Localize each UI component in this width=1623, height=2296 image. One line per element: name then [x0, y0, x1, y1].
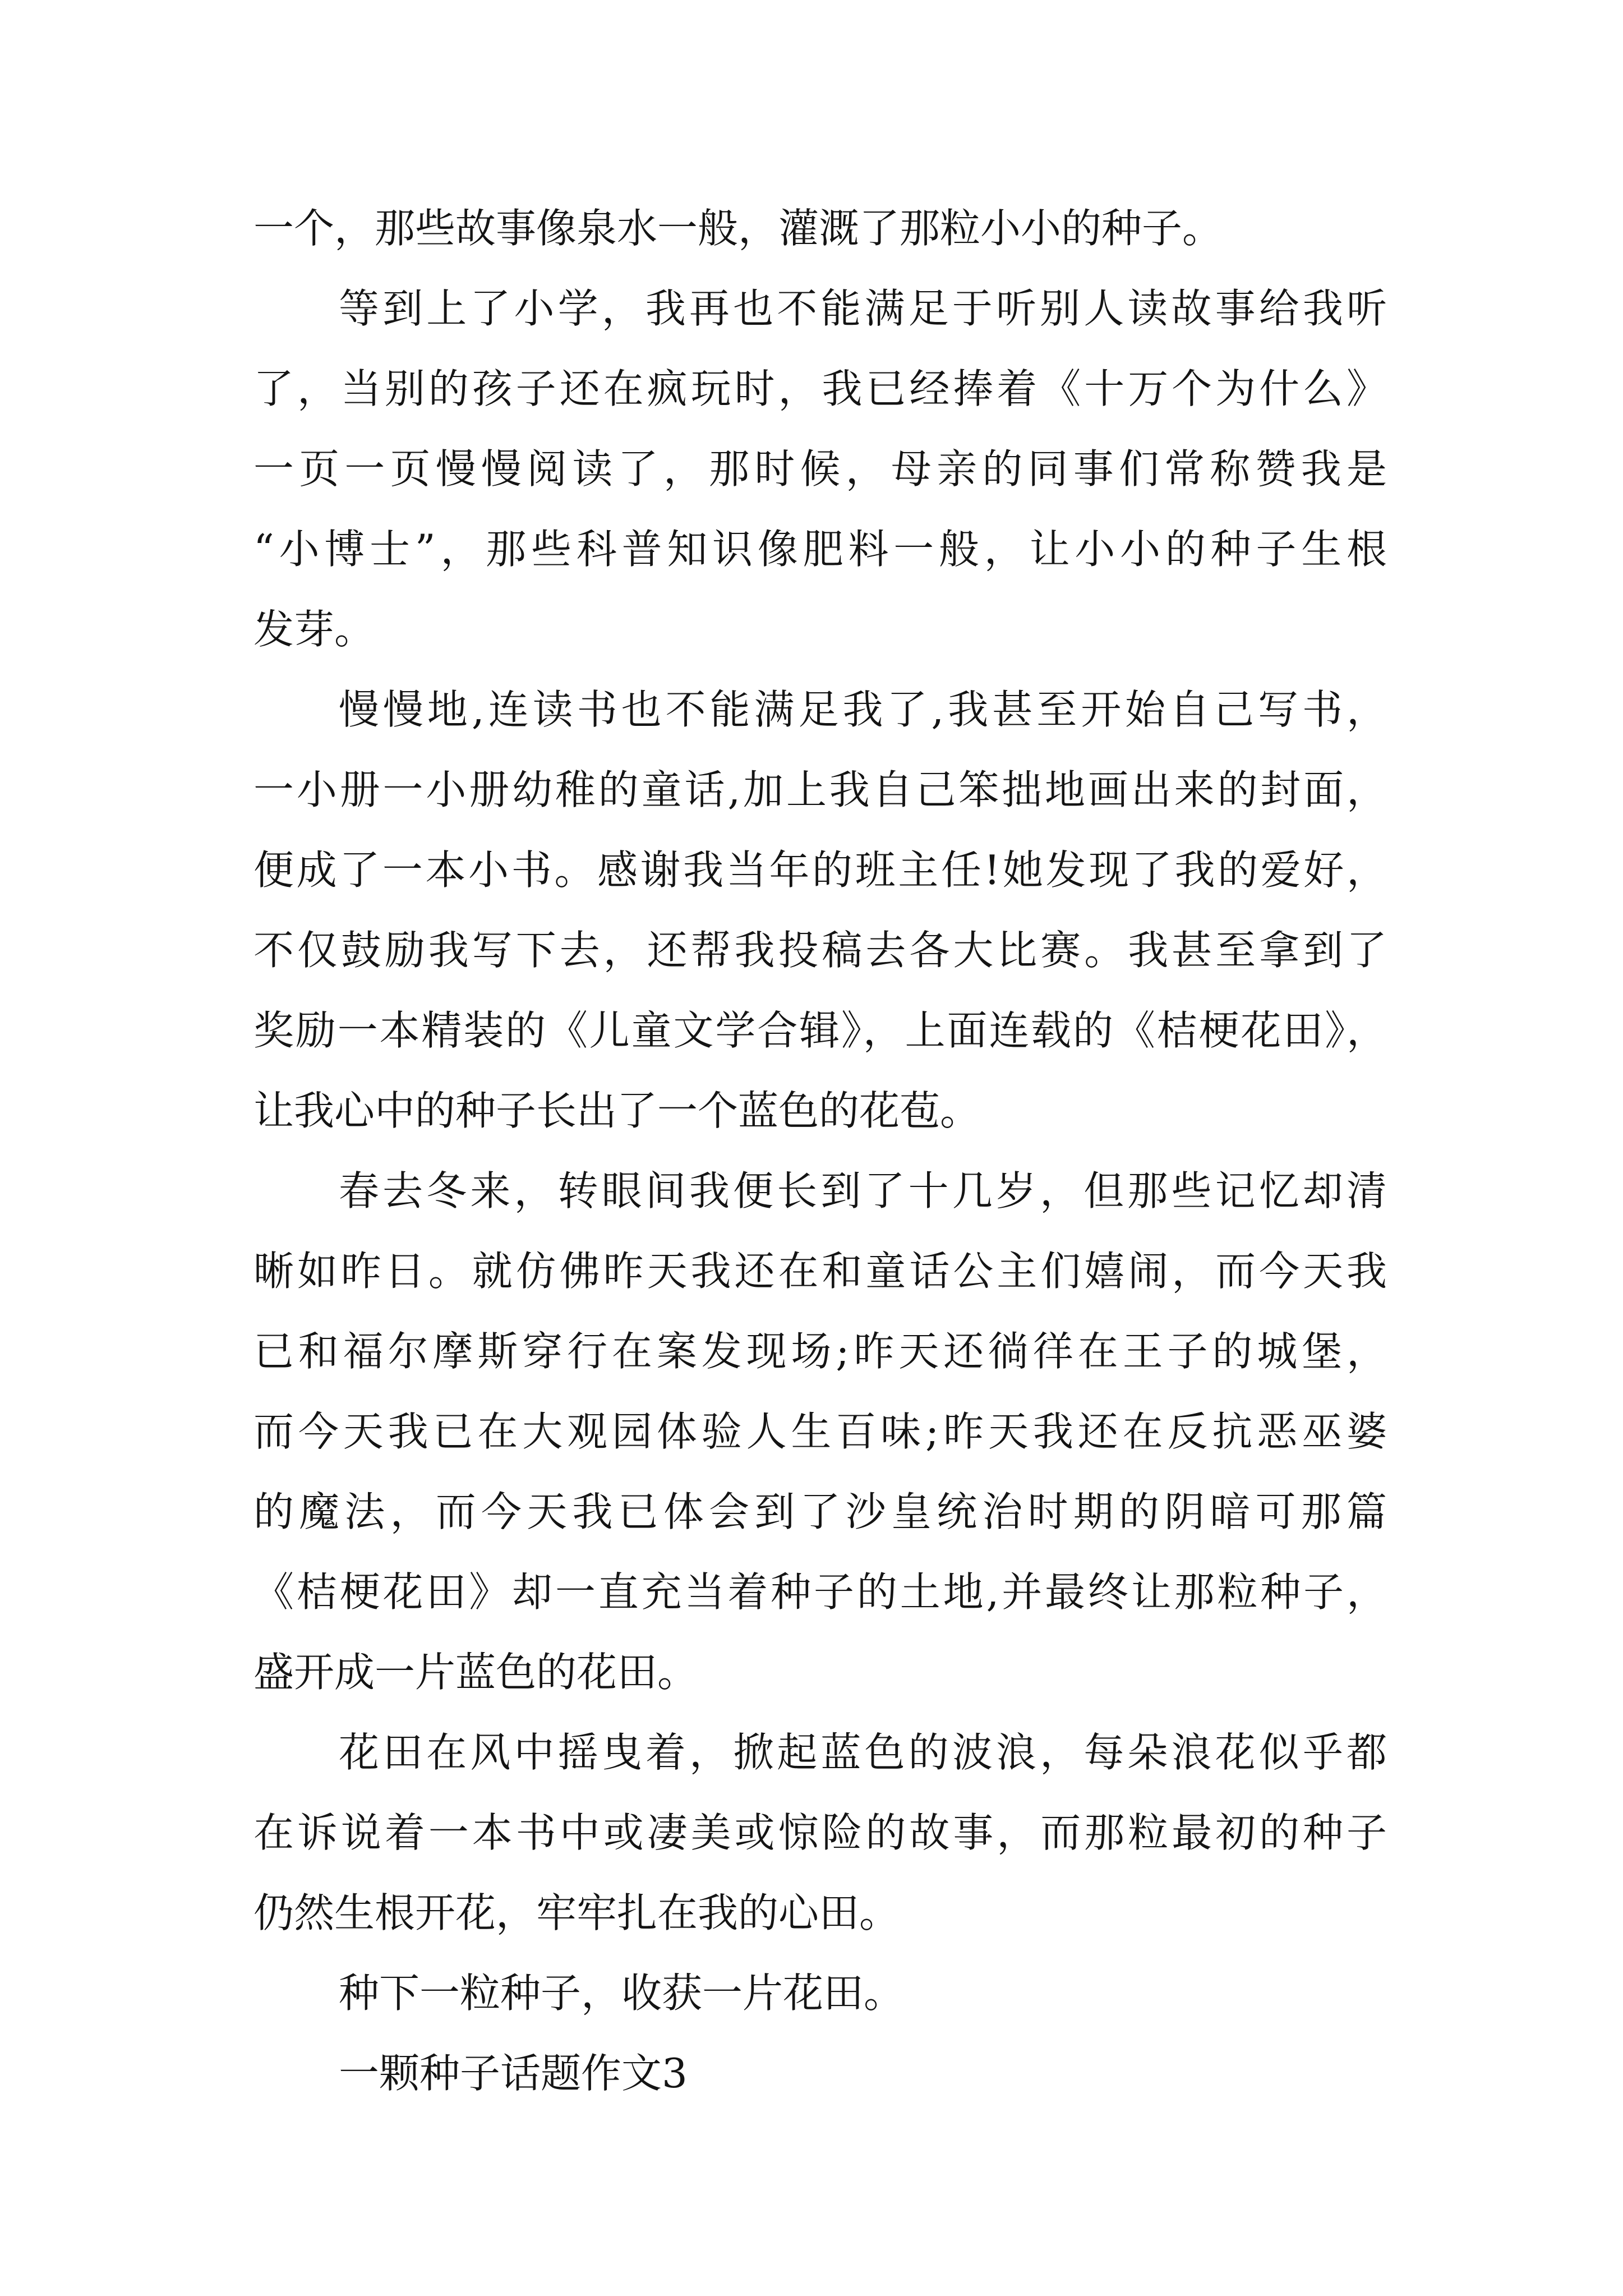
heading-text: 一颗种子话题作文3	[339, 2050, 688, 2097]
text-line: “小博士”，那些科普知识像肥料一般，让小小的种子生根	[253, 526, 1387, 573]
paragraph	[253, 1713, 1387, 1953]
paragraph	[253, 269, 1387, 670]
text-line: 不仅鼓励我写下去，还帮我投稿去各大比赛。我甚至拿到了	[253, 927, 1387, 974]
paragraph	[253, 1151, 1387, 1713]
text-line: 奖励一本精装的《儿童文学合辑》，上面连载的《桔梗花田》，	[253, 1007, 1387, 1054]
text-line: 在诉说着一本书中或凄美或惊险的故事，而那粒最初的种子	[253, 1809, 1387, 1856]
text-line: 了，当别的孩子还在疯玩时，我已经捧着《十万个为什么》	[253, 365, 1387, 412]
paragraph	[253, 188, 1387, 269]
text-line: 种下一粒种子，收获一片花田。	[339, 1970, 905, 2017]
text-line: 的魔法，而今天我已体会到了沙皇统治时期的阴暗可那篇	[253, 1488, 1387, 1535]
text-line: 春去冬来，转眼间我便长到了十几岁，但那些记忆却清	[339, 1167, 1387, 1214]
text-line: 而今天我已在大观园体验人生百味;昨天我还在反抗恶巫婆	[253, 1408, 1387, 1455]
text-line: 《桔梗花田》却一直充当着种子的土地,并最终让那粒种子，	[253, 1568, 1387, 1616]
text-line: 一小册一小册幼稚的童话,加上我自己笨拙地画出来的封面，	[253, 766, 1387, 813]
text-line: 等到上了小学，我再也不能满足于听别人读故事给我听	[339, 285, 1387, 332]
text-line: 发芽。	[253, 606, 375, 653]
section-heading	[253, 2033, 1387, 2114]
text-line: 让我心中的种子长出了一个蓝色的花苞。	[253, 1087, 981, 1134]
text-line: 盛开成一片蓝色的花田。	[253, 1649, 698, 1696]
text-line: 一个，那些故事像泉水一般，灌溉了那粒小小的种子。	[253, 205, 1223, 252]
text-line: 已和福尔摩斯穿行在案发现场;昨天还徜徉在王子的城堡，	[253, 1328, 1387, 1375]
text-line: 仍然生根开花，牢牢扎在我的心田。	[253, 1889, 900, 1936]
text-line: 便成了一本小书。感谢我当年的班主任!她发现了我的爱好，	[253, 846, 1387, 894]
text-line: 一页一页慢慢阅读了，那时候，母亲的同事们常称赞我是	[253, 445, 1387, 493]
paragraph	[253, 670, 1387, 1151]
document-body	[253, 188, 1387, 2114]
text-line: 晰如昨日。就仿佛昨天我还在和童话公主们嬉闹，而今天我	[253, 1248, 1387, 1295]
text-line: 慢慢地,连读书也不能满足我了,我甚至开始自己写书，	[339, 686, 1387, 733]
paragraph	[253, 1953, 1387, 2033]
text-line: 花田在风中摇曳着，掀起蓝色的波浪，每朵浪花似乎都	[339, 1729, 1387, 1776]
